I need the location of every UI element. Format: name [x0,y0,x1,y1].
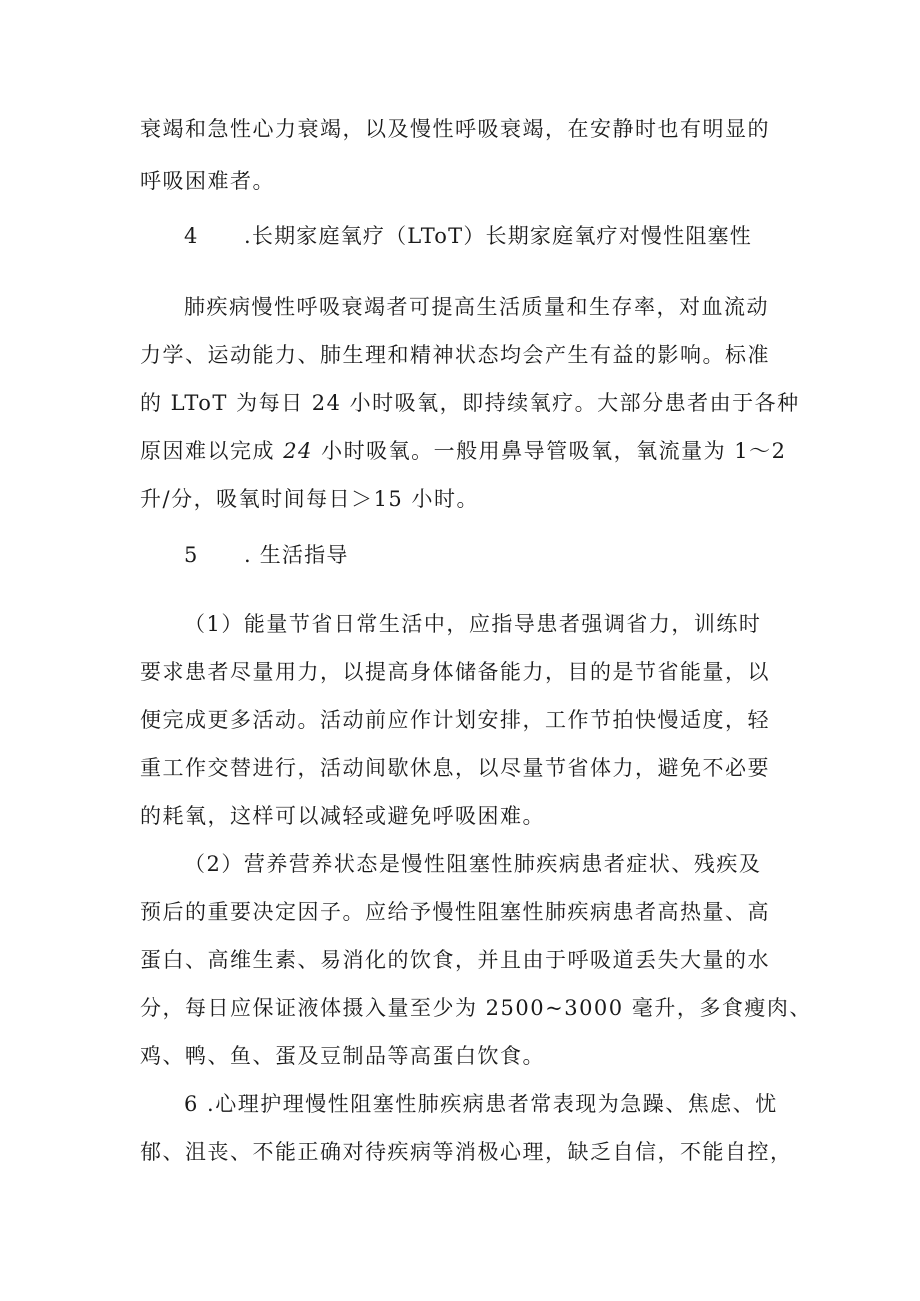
item-2-line-5: 鸡、鸭、鱼、蛋及豆制品等高蛋白饮食。 [140,1044,545,1068]
item-1-line-4: 重工作交替进行，活动间歇休息，以尽量节省体力，避免不必要 [140,756,770,780]
section-6-line-2: 郁、沮丧、不能正确对待疾病等消极心理，缺乏自信，不能自控， [140,1140,793,1164]
section-4-body-line-3: 的 LToT 为每日 24 小时吸氧，即持续氧疗。大部分患者由于各种 [140,391,800,415]
continuation-line-2: 呼吸困难者。 [140,169,275,193]
item-2-line-2: 预后的重要决定因子。应给予慢性阻塞性肺疾病患者高热量、高 [140,900,770,924]
section-5-title: . 生活指导 [244,543,349,567]
item-1-line-5: 的耗氧，这样可以减轻或避免呼吸困难。 [140,804,545,828]
section-4-body-line-4-post: 小时吸氧。一般用鼻导管吸氧，氧流量为 1～2 [312,439,787,463]
section-4-body-line-4-num: 24 [283,439,313,463]
item-2-line-1: （2）营养营养状态是慢性阻塞性肺疾病患者症状、残疾及 [184,852,762,876]
item-2-line-3: 蛋白、高维生素、易消化的饮食，并且由于呼吸道丢失大量的水 [140,948,770,972]
section-4-body-line-4 [140,436,787,466]
continuation-line-1: 衰竭和急性心力衰竭，以及慢性呼吸衰竭，在安静时也有明显的 [140,117,770,141]
section-4-body-line-5: 升/分，吸氧时间每日＞15 小时。 [140,487,479,511]
section-4-body-line-2: 力学、运动能力、肺生理和精神状态均会产生有益的影响。标准 [140,343,770,367]
section-4-body-line-4-pre: 原因难以完成 [140,439,284,463]
section-5-number: 5 [184,543,198,567]
section-4-number: 4 [184,224,198,248]
section-6-line-1: 6 .心理护理慢性阻塞性肺疾病患者常表现为急躁、焦虑、忧 [184,1092,778,1116]
item-1-line-1: （1）能量节省日常生活中，应指导患者强调省力，训练时 [184,612,762,636]
item-2-line-4: 分，每日应保证液体摄入量至少为 2500~3000 毫升，多食瘦肉、 [140,996,812,1020]
item-1-line-2: 要求患者尽量用力，以提高身体储备能力，目的是节省能量，以 [140,660,770,684]
section-4-title: .长期家庭氧疗（LToT）长期家庭氧疗对慢性阻塞性 [244,224,752,248]
section-4-body-line-1: 肺疾病慢性呼吸衰竭者可提高生活质量和生存率，对血流动 [184,295,769,319]
item-1-line-3: 便完成更多活动。活动前应作计划安排，工作节拍快慢适度，轻 [140,708,770,732]
